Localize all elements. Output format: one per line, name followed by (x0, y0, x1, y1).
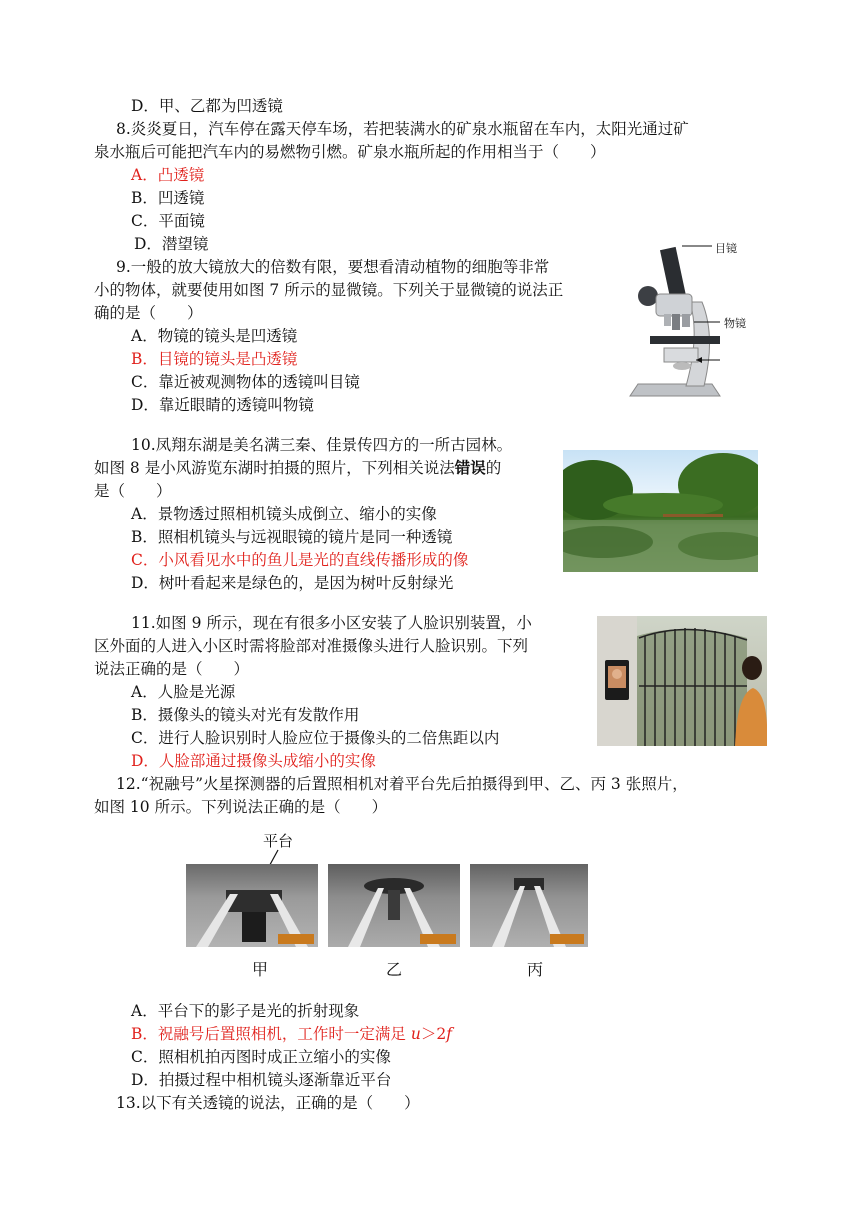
q12-stem-line2: 如图 10 所示。下列说法正确的是（ ） (94, 798, 388, 816)
q9-option-b: B．目镜的镜头是凸透镜 (131, 350, 298, 368)
q8-option-b: B．凹透镜 (131, 189, 205, 207)
q9-stem-line3: 确的是（ ） (94, 304, 203, 322)
q10-stem-line3: 是（ ） (94, 482, 172, 500)
q9-stem-line1: 9.一般的放大镜放大的倍数有限，要想看清动植物的细胞等非常 (116, 258, 550, 276)
q8-stem-line2: 泉水瓶后可能把汽车内的易燃物引燃。矿泉水瓶所起的作用相当于（ ） (94, 143, 606, 161)
q9-option-d: D．靠近眼睛的透镜叫物镜 (131, 396, 314, 414)
q8-stem-line1: 8.炎炎夏日，汽车停在露天停车场，若把装满水的矿泉水瓶留在车内，太阳光通过矿 (116, 120, 689, 138)
q10-option-c: C．小风看见水中的鱼儿是光的直线传播形成的像 (131, 551, 469, 569)
q7-option-d: D．甲、乙都为凹透镜 (131, 97, 283, 115)
q8-option-c: C．平面镜 (131, 212, 205, 230)
q12-stem-line1: 12.“祝融号”火星探测器的后置照相机对着平台先后拍摄得到甲、乙、丙 3 张照片， (116, 775, 688, 793)
caption-bing: 丙 (527, 960, 544, 979)
q12-option-d: D．拍摄过程中相机镜头逐渐靠近平台 (131, 1071, 392, 1089)
q11-option-d: D．人脸部通过摄像头成缩小的实像 (131, 752, 376, 770)
q11-option-c: C．进行人脸识别时人脸应位于摄像头的二倍焦距以内 (131, 729, 500, 747)
q8-option-a: A．凸透镜 (131, 166, 205, 184)
q11-option-b: B．摄像头的镜头对光有发散作用 (131, 706, 360, 724)
q11-stem-line2: 区外面的人进入小区时需将脸部对准摄像头进行人脸识别。下列 (94, 637, 529, 655)
q8-option-d: D．潜望镜 (134, 235, 209, 253)
caption-jia: 甲 (252, 960, 269, 979)
q9-option-c: C．靠近被观测物体的透镜叫目镜 (131, 373, 360, 391)
q10-keyword-wrong: 错误 (454, 458, 486, 477)
mars-photo-1 (186, 864, 318, 947)
q13-stem-line1: 13.以下有关透镜的说法，正确的是（ ） (116, 1094, 420, 1112)
q11-stem-line3: 说法正确的是（ ） (94, 660, 250, 678)
q9-option-a: A．物镜的镜头是凹透镜 (131, 327, 298, 345)
q10-stem-line2: 如图 8 是小风游览东湖时拍摄的照片，下列相关说法错误的 (94, 458, 502, 477)
face-recognition-photo (597, 616, 767, 746)
lake-photo (563, 450, 758, 572)
label-objective: 物镜 (724, 317, 746, 330)
q10-option-d: D．树叶看起来是绿色的，是因为树叶反射绿光 (131, 574, 454, 592)
q12-option-c: C．照相机拍丙图时成正立缩小的实像 (131, 1048, 391, 1066)
q10-stem-line1: 10.凤翔东湖是美名满三秦、佳景传四方的一所古园林。 (131, 436, 513, 454)
label-platform: 平台 (263, 832, 294, 850)
mars-photo-2 (328, 864, 460, 947)
caption-yi: 乙 (386, 960, 403, 979)
q11-option-a: A．人脸是光源 (131, 683, 236, 701)
q11-stem-line1: 11.如图 9 所示，现在有很多小区安装了人脸识别装置，小 (131, 614, 532, 632)
q12-option-b: B．祝融号后置照相机，工作时一定满足 u＞2f (131, 1025, 452, 1043)
q12-option-a: A．平台下的影子是光的折射现象 (131, 1002, 360, 1020)
q10-option-a: A．景物透过照相机镜头成倒立、缩小的实像 (131, 505, 437, 523)
mars-photo-3 (470, 864, 588, 947)
q10-option-b: B．照相机镜头与远视眼镜的镜片是同一种透镜 (131, 528, 453, 546)
label-eyepiece: 目镜 (715, 242, 737, 255)
q9-stem-line2: 小的物体，就要使用如图 7 所示的显微镜。下列关于显微镜的说法正 (94, 281, 564, 299)
